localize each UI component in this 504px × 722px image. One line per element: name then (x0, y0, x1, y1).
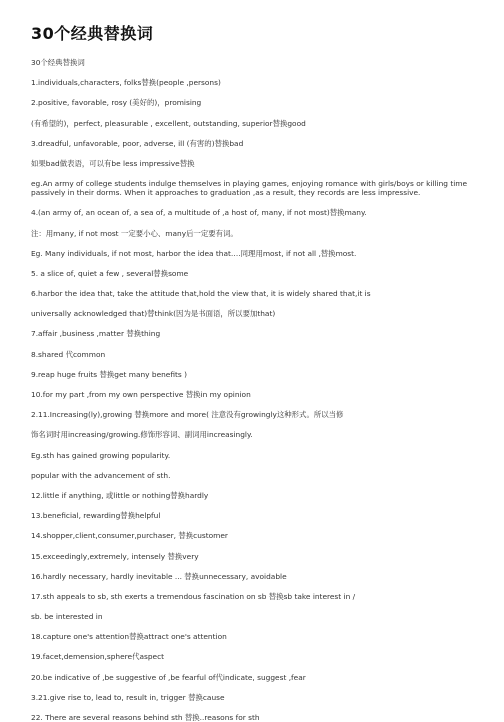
document-line: 3.21.give rise to, lead to, result in, trigger 替换cause (31, 692, 225, 702)
document-line: 5. a slice of, quiet a few , several替换some (31, 268, 189, 278)
document-line: 19.facet,demension,sphere代aspect (31, 652, 165, 662)
document-line: 4.(an army of, an ocean of, a sea of, a multitude of ,a host of, many, if not most)替换many. (31, 208, 367, 218)
document-line: 10.for my part ,from my own perspective 替换in my opinion (31, 390, 251, 399)
document-line: 1.individuals,characters, folks替换(people ,persons) (31, 78, 221, 88)
document-line: Eg. Many individuals, if not most, harbor the idea that….同理用most, if not all ,替换most. (31, 248, 357, 258)
document-line: 2.positive, favorable, rosy (美好的)，promising (31, 98, 202, 108)
document-line: 12.little if anything, 或little or nothing替换hardly (31, 490, 209, 500)
document-line: 16.hardly necessary, hardly inevitable ... 替换unnecessary, avoidable (31, 571, 287, 581)
document-title: 30个经典替换词 (31, 24, 154, 43)
document-line: 3.dreadful, unfavorable, poor, adverse, ill (有害的)替换bad (31, 138, 244, 148)
document-line: popular with the advancement of sth. (31, 470, 171, 480)
document-line: 13.beneficial, rewarding替换helpful (31, 511, 161, 521)
document-line: 7.affair ,business ,matter 替换thing (31, 329, 161, 339)
document-line: 14.shopper,client,consumer,purchaser, 替换customer (31, 531, 228, 541)
document-line: 注：用many, if not most 一定要小心、many后一定要有词。 (31, 228, 238, 238)
document-line: 22. There are several reasons behind sth 替换..reasons for sth (31, 713, 260, 722)
document-body (31, 58, 486, 722)
document-line: 8.shared 代common (31, 349, 106, 359)
document-line: 6.harbor the idea that, take the attitude that,hold the view that, it is widely shared that,it is (31, 289, 371, 299)
document-line: universally acknowledged that)替think(因为是书面语，所以要加that) (31, 309, 276, 319)
document-line: 17.sth appeals to sb, sth exerts a tremendous fascination on sb 替换sb take interest in / (31, 591, 356, 601)
document-line: sb. be interested in (31, 612, 103, 622)
document-line: 18.capture one's attention替换attract one's attention (31, 632, 227, 642)
document-line: 饰名词时用increasing/growing.修饰形容词、副词用increasingly. (31, 430, 253, 440)
document-line: Eg.sth has gained growing popularity. (31, 450, 171, 460)
document-line: 20.be indicative of ,be suggestive of ,be fearful of代indicate, suggest ,fear (31, 672, 306, 682)
document-line: 9.reap huge fruits 替换get many benefits ) (31, 369, 187, 379)
document-line: 如果bad做表语，可以有be less impressive替换 (31, 158, 195, 168)
document-line: 15.exceedingly,extremely, intensely 替换very (31, 551, 199, 561)
document-line: eg.An army of college students indulge themselves in playing games, enjoying romance with girls/boys or killing time passively in their dorms. When it approaches to graduation ,as a result, they records are less impressive. (31, 179, 470, 198)
document-line: 30个经典替换词 (31, 58, 85, 67)
document-line: 2.11.Increasing(ly),growing 替换more and more( 注意没有growingly这种形式。所以当修 (31, 410, 344, 420)
document-line: (有希望的)，perfect, pleasurable , excellent, outstanding, superior替换good (31, 118, 306, 128)
